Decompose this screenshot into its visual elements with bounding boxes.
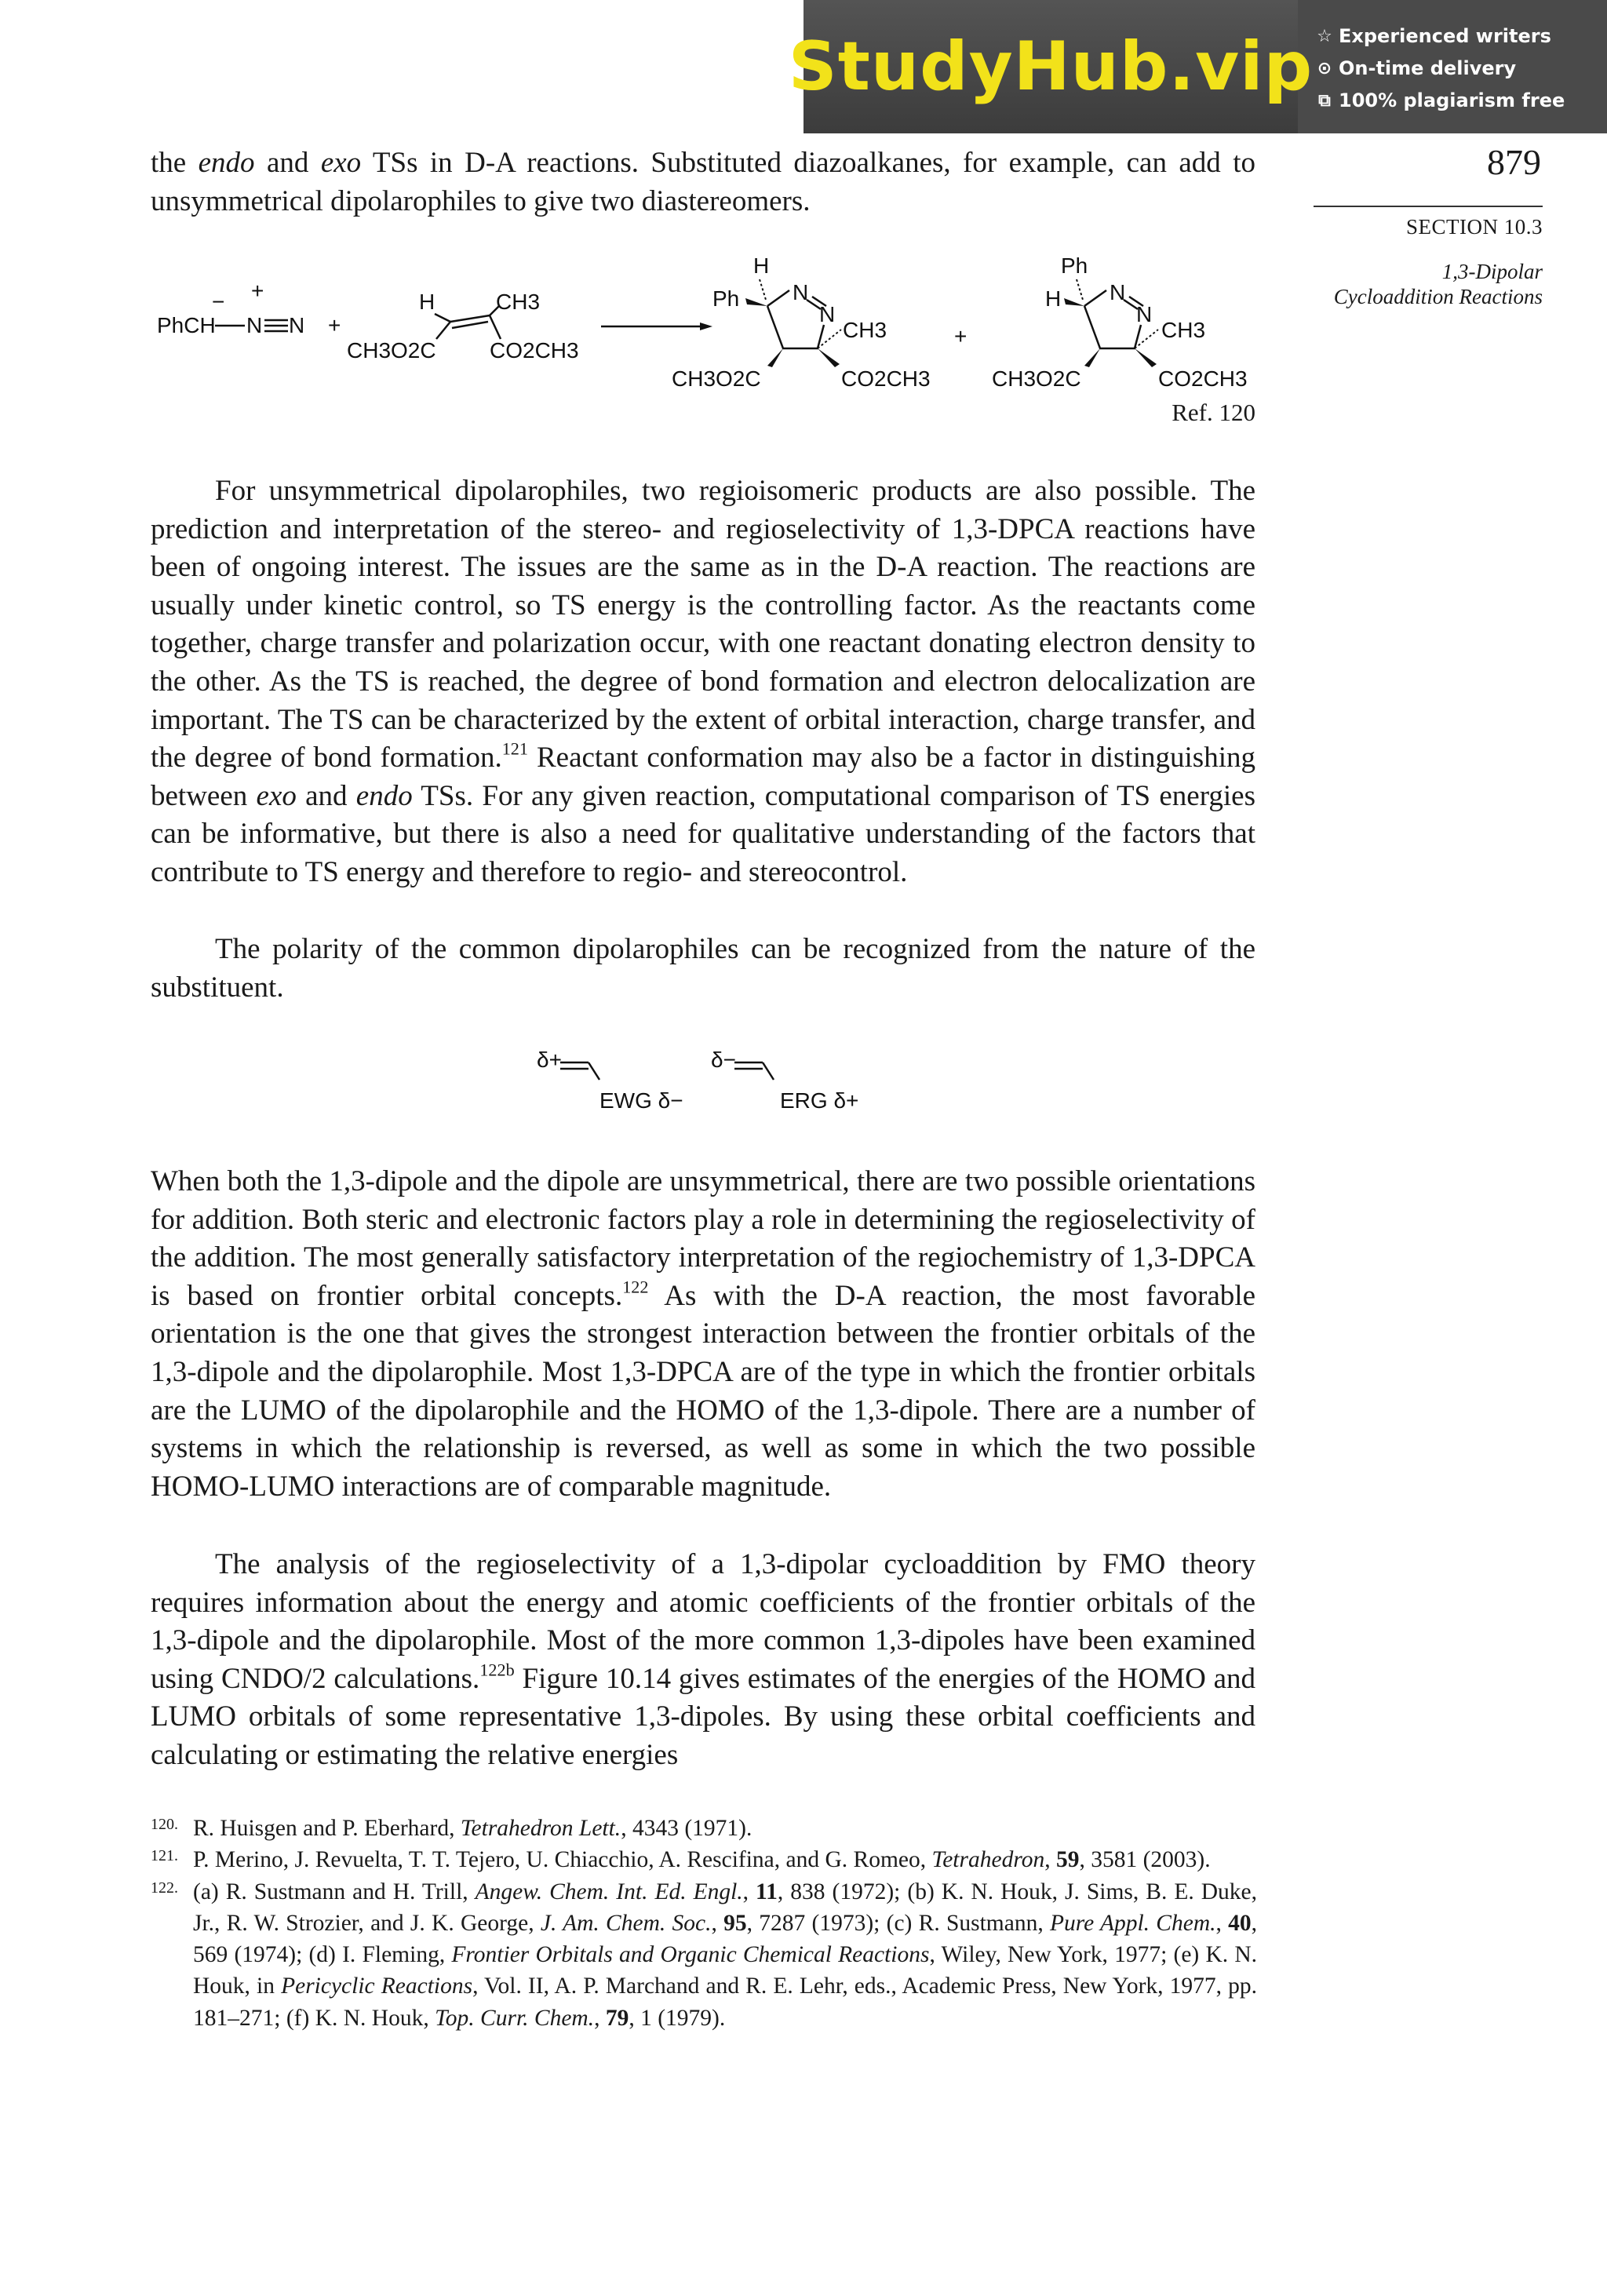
section-label: SECTION 10.3	[1406, 215, 1543, 239]
copy-icon: ⧉	[1318, 91, 1331, 111]
feature-label: Experienced writers	[1339, 25, 1551, 47]
volume-number: 79	[605, 2005, 629, 2031]
header-rule	[1314, 206, 1543, 207]
paragraph: The polarity of the common dipolarophiles can be recognized from the nature of the substituent.	[151, 933, 1255, 1004]
text-run: P. Merino, J. Revuelta, T. T. Tejero, U. Chiacchio, A. Rescifina, and G. Romeo,	[193, 1847, 932, 1873]
text-run: , 3581 (2003).	[1079, 1847, 1211, 1873]
reaction-scheme	[151, 251, 1265, 400]
citation-ref[interactable]: 122b	[479, 1660, 515, 1680]
intro-paragraph	[151, 144, 1255, 220]
text-run: the	[151, 147, 199, 179]
text-run: , 1 (1979).	[629, 2005, 726, 2031]
volume-number: 40	[1228, 1910, 1252, 1936]
footnote-number: 120.	[151, 1816, 178, 1833]
text-run: , 838 (1972); (b) K. N. Houk, J. Sims, B. E. Duke, Jr., R. W. Strozier, and J. K. George,	[193, 1879, 1257, 1936]
h-label: H	[419, 290, 435, 314]
delta-label: δ−	[711, 1048, 736, 1072]
footnote-text	[193, 1876, 1257, 2034]
feature-item	[1315, 53, 1565, 85]
feature-item	[1315, 20, 1565, 53]
citation-ref[interactable]: 121	[501, 738, 528, 759]
text-run: When both the 1,3-dipole and the dipole are unsymmetrical, there are two possible orientations for addition. Both steric and electronic factors play a role in determining the regioselectivity of the addition. The most generally satisfactory interpretation of the regiochemistry of 1,3-DPCA is based on frontier orbital concepts.	[151, 1165, 1255, 1312]
text-run: TSs. For any given reaction, computational comparison of TS energies can be informative, but there is also a need for qualitative understanding of the factors that contribute to TS energy and therefore to regio- and stereocontrol.	[151, 779, 1255, 888]
ester-label: CH3O2C	[672, 366, 761, 391]
journal-title: Pure Appl. Chem.	[1049, 1910, 1216, 1936]
erg-alkene	[711, 1048, 858, 1113]
logo[interactable]	[788, 0, 1314, 133]
text-run: ,	[1215, 1910, 1229, 1936]
clock-icon: ⊙	[1317, 59, 1332, 78]
italic-term: endo	[198, 147, 255, 179]
text-run: (a) R. Sustmann and H. Trill,	[193, 1879, 476, 1904]
text-run: ,	[594, 2005, 606, 2031]
methyl-label: CH3	[496, 290, 541, 314]
h-label: H	[753, 253, 770, 278]
star-icon: ☆	[1317, 27, 1332, 46]
text-run: , Wiley, New York, 1977; (e) K. N. Houk, in	[193, 1942, 1257, 1999]
scheme-reference: Ref. 120	[1172, 399, 1255, 426]
text-run: , 7287 (1973); (c) R. Sustmann,	[746, 1910, 1050, 1936]
text-run: ,	[711, 1910, 724, 1936]
polarity-diagram	[518, 1036, 910, 1122]
promo-banner[interactable]	[788, 0, 1607, 133]
journal-title: Top. Curr. Chem.	[435, 2005, 595, 2031]
feature-list	[1315, 20, 1565, 117]
diazoalkane-reactant	[157, 279, 304, 337]
section-title-line: 1,3-Dipolar	[1441, 260, 1543, 283]
text-run: ,	[1044, 1847, 1056, 1873]
ester-label: CH3O2C	[347, 338, 436, 363]
text-run: Reactant conformation may also be a factor in distinguishing between	[151, 742, 1255, 812]
journal-title: J. Am. Chem. Soc.	[540, 1910, 712, 1936]
delta-label: δ+	[537, 1048, 562, 1072]
feature-label: On-time delivery	[1339, 57, 1517, 79]
page-number: 879	[1487, 142, 1541, 182]
italic-term: exo	[256, 779, 297, 812]
nitrogen-label: N	[246, 313, 263, 337]
journal-title: Angew. Chem. Int. Ed. Engl.	[475, 1879, 743, 1904]
ester-label: CO2CH3	[1158, 366, 1248, 391]
nitrogen-label: N	[1136, 302, 1153, 326]
paragraph	[151, 1163, 1255, 1506]
plus-charge: +	[251, 279, 264, 303]
footnote-121	[151, 1844, 1257, 1875]
nitrogen-label: N	[819, 302, 836, 326]
phch-label: PhCH	[157, 313, 216, 337]
ester-label: CO2CH3	[490, 338, 579, 363]
footnote-number: 122.	[151, 1879, 178, 1897]
volume-number: 95	[723, 1910, 747, 1936]
plus-sign: +	[954, 324, 967, 348]
nitrogen-label: N	[793, 280, 809, 304]
text-run: ,	[742, 1879, 756, 1904]
journal-title: Tetrahedron Lett.	[460, 1816, 621, 1841]
text-run: , 4343 (1971).	[621, 1816, 752, 1841]
nitrogen-label: N	[1110, 280, 1126, 304]
plus-sign: +	[328, 313, 341, 337]
italic-term: endo	[355, 779, 413, 812]
footnote-text	[193, 1844, 1257, 1875]
footnotes	[151, 1813, 1257, 2034]
substituent-label: EWG δ−	[599, 1088, 683, 1113]
section-title	[1314, 259, 1543, 309]
ester-label: CO2CH3	[841, 366, 931, 391]
footnote-text	[193, 1813, 1257, 1844]
substituent-label: ERG δ+	[780, 1088, 859, 1113]
text-run: , 569 (1974); (d) I. Fleming,	[193, 1910, 1258, 1968]
section-title-line: Cycloaddition Reactions	[1333, 285, 1543, 308]
text-run: The analysis of the regioselectivity of a 1,3-dipolar cycloaddition by FMO theory requires information about the energy and atomic coefficients of the frontier orbitals of the 1,3-dipole and the dipolarophile. Most of the more common 1,3-dipoles have been examined using CNDO/2 calculations.	[151, 1548, 1255, 1695]
text-run: As with the D-A reaction, the most favorable orientation is the one that gives the strongest interaction between the frontier orbitals of the 1,3-dipole and the dipolarophile. Most 1,3-DPCA are of the type in which the frontier orbitals are the LUMO of the dipolarophile and the HOMO of the 1,3-dipole. There are a number of systems in which the relationship is reversed, as well as some in which the two possible HOMO-LUMO interactions are of comparable magnitude.	[151, 1279, 1255, 1503]
text-run: , Vol. II, A. P. Marchand and R. E. Lehr, eds., Academic Press, New York, 1977, pp. 181–271; (f) K. N. Houk,	[193, 1973, 1257, 2031]
text-run: TSs in D-A reactions. Substituted diazoalkanes, for example, can add to unsymmetrical dipolarophiles to give two diastereomers.	[151, 147, 1256, 217]
text-run: and	[296, 779, 356, 812]
feature-label: 100% plagiarism free	[1339, 89, 1565, 111]
paragraph	[151, 1546, 1255, 1775]
footnote-122	[151, 1876, 1257, 2034]
citation-ref[interactable]: 122	[622, 1277, 649, 1297]
ester-label: CH3O2C	[992, 366, 1081, 391]
footnote-120	[151, 1813, 1257, 1844]
ewg-alkene	[537, 1048, 683, 1113]
text-run: Figure 10.14 gives estimates of the energies of the HOMO and LUMO orbitals of some representative 1,3-dipoles. By using these orbital coefficients and calculating or estimating the relative energies	[151, 1662, 1255, 1771]
reaction-arrow	[601, 323, 712, 330]
text-run: R. Huisgen and P. Eberhard,	[193, 1816, 461, 1841]
italic-term: exo	[320, 147, 362, 179]
text-run: and	[254, 147, 321, 179]
volume-number: 11	[756, 1879, 778, 1904]
paragraph	[151, 472, 1255, 892]
dipolarophile-reactant	[347, 290, 579, 363]
pyrazoline-product-2	[992, 253, 1248, 391]
journal-title: Tetrahedron	[931, 1847, 1045, 1873]
phenyl-label: Ph	[1061, 253, 1088, 278]
methyl-label: CH3	[1161, 318, 1206, 342]
pyrazoline-product-1	[672, 253, 931, 391]
book-title: Frontier Orbitals and Organic Chemical Reactions	[451, 1942, 930, 1968]
feature-item	[1315, 85, 1565, 117]
methyl-label: CH3	[843, 318, 887, 342]
minus-charge: −	[212, 290, 225, 314]
phenyl-label: Ph	[712, 286, 740, 311]
text-run: For unsymmetrical dipolarophiles, two regioisomeric products are also possible. The prediction and interpretation of the stereo- and regioselectivity of 1,3-DPCA reactions have been of ongoing interest. The issues are the same as in the D-A reaction. The reactions are usually under kinetic control, so TS energy is the controlling factor. As the reactants come together, charge transfer and polarization occur, with one reactant donating electron density to the other. As the TS is reached, the degree of bond formation and electron delocalization are important. The TS can be characterized by the extent of orbital interaction, charge transfer, and the degree of bond formation.	[151, 475, 1255, 774]
logo-text: StudyHub.vip	[788, 27, 1314, 106]
nitrogen-label: N	[289, 313, 305, 337]
footnote-number: 121.	[151, 1847, 178, 1865]
book-title: Pericyclic Reactions	[281, 1973, 473, 1999]
volume-number: 59	[1055, 1847, 1080, 1873]
h-label: H	[1045, 286, 1062, 311]
